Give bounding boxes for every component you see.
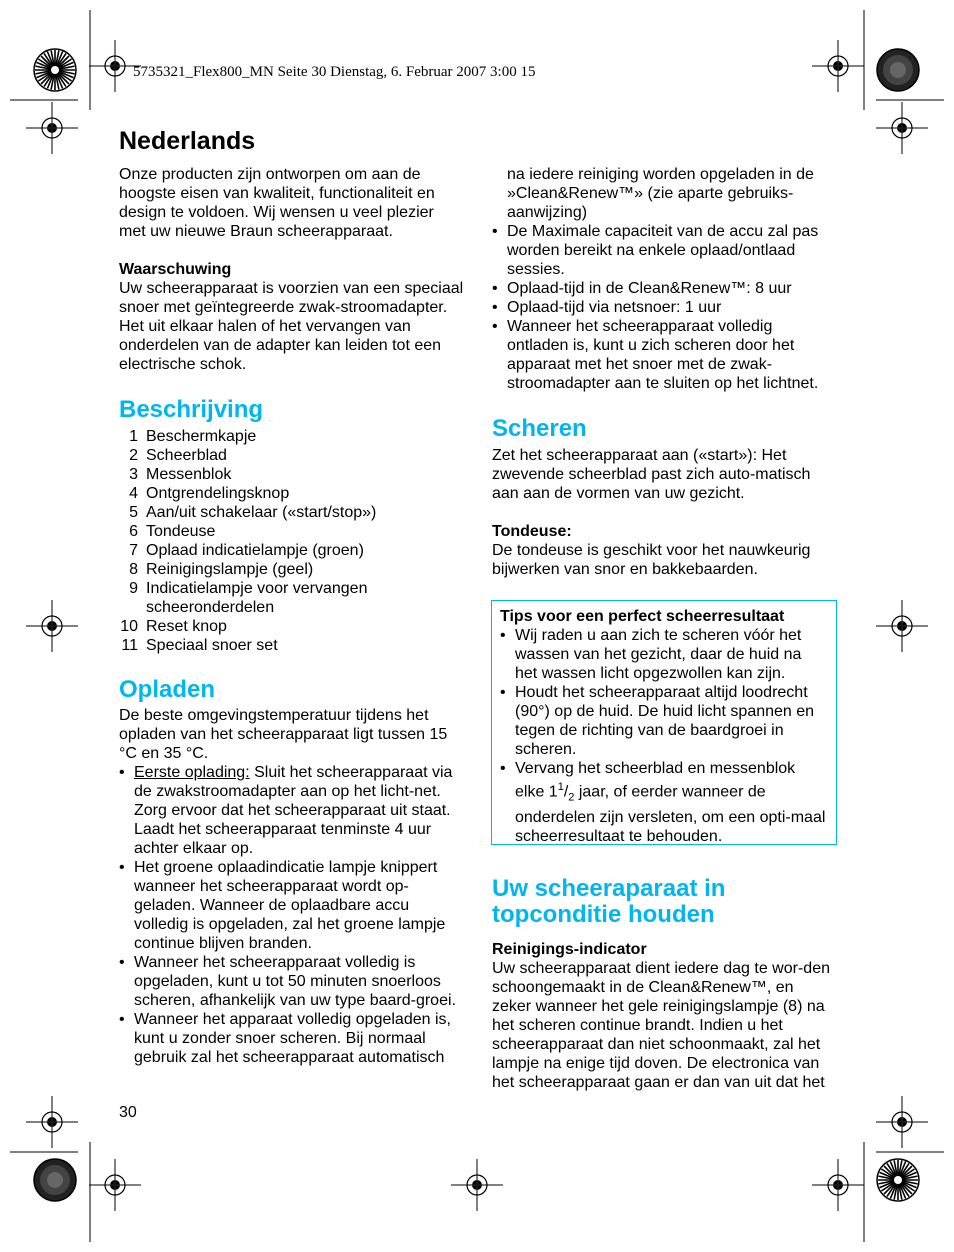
trimmer-title: Tondeuse: bbox=[492, 523, 572, 540]
list-item: • Oplaad-tijd via netsnoer: 1 uur bbox=[492, 299, 722, 316]
list-item: • De Maximale capaciteit van de accu zal pas worden bereikt na enkele oplaad/ontlaad sessies. bbox=[492, 223, 819, 278]
trimmer-text: De tondeuse is geschikt voor het nauwkeurig bijwerken van snor en bakkebaarden. bbox=[492, 542, 811, 578]
shaving-text: Zet het scheerapparaat aan («start»): Het zwevende scheerblad past zich auto-matisch aan aan de vormen van uw gezicht. bbox=[492, 447, 811, 502]
tips-box bbox=[491, 600, 837, 845]
tips-list bbox=[500, 626, 828, 846]
list-item: 6 Tondeuse bbox=[129, 523, 216, 540]
tips-title: Tips voor een perfect scheerresultaat bbox=[500, 608, 785, 625]
print-slug: 5735321_Flex800_MN Seite 30 Dienstag, 6. Februar 2007 3:00 15 bbox=[133, 64, 536, 80]
list-item: 11 Speciaal snoer set bbox=[121, 637, 278, 654]
warning-text: Uw scheerapparaat is voorzien van een speciaal snoer met geïntegreerde zwak-stroomadapter. Het uit elkaar halen of het vervangen van onderdelen van de adapter kan leiden tot een electrische schok. bbox=[119, 280, 464, 373]
shaving-heading: Scheren bbox=[492, 415, 587, 442]
list-item: • Het groene oplaadindicatie lampje knippert wanneer het scheerapparaat wordt op-geladen. Wanneer de oplaadbare accu volledig is opgeladen, zal het groene lampje continue blijven branden. bbox=[119, 859, 446, 952]
list-item: 1 Beschermkapje bbox=[129, 428, 257, 445]
list-item: • Wij raden u aan zich te scheren vóór het wassen van het gezicht, daar de huid na het wassen licht opgezwollen kan zijn. bbox=[500, 627, 802, 682]
list-item: 4 Ontgrendelingsknop bbox=[129, 485, 290, 502]
list-item: 5 Aan/uit schakelaar («start/stop») bbox=[129, 504, 377, 521]
charging-continuation: na iedere reiniging worden opgeladen in de »Clean&Renew™» (zie aparte gebruiks-aanwijzing) bbox=[507, 166, 814, 221]
warning-title: Waarschuwing bbox=[119, 261, 232, 278]
charging-intro: De beste omgevingstemperatuur tijdens het opladen van het scheerapparaat ligt tussen 15 °C en 35 °C. bbox=[119, 707, 448, 762]
list-item: 9 Indicatielampje voor vervangen scheeronderdelen bbox=[129, 580, 368, 616]
list-item: 2 Scheerblad bbox=[129, 447, 227, 464]
left-column bbox=[119, 165, 464, 1067]
list-item: • Houdt het scheerapparaat altijd loodrecht (90°) op de huid. De huid licht spannen en tegen de richting van de baardgroei in scheren. bbox=[500, 684, 815, 758]
page-number: 30 bbox=[119, 1104, 137, 1121]
parts-list bbox=[119, 427, 464, 655]
language-title: Nederlands bbox=[119, 127, 256, 155]
charging-list bbox=[119, 763, 464, 1067]
list-item: • Vervang het scheerblad en messenblok elke $1^1/_2$ jaar, of eerder wanneer de onderdelen zijn versleten, om een opti-maal scheerresultaat te behouden. bbox=[500, 760, 826, 845]
list-item: • Wanneer het scheerapparaat volledig ontladen is, kunt u zich scheren door het apparaat met het snoer met de zwak-stroomadapter aan te sluiten op het lichtnet. bbox=[492, 318, 819, 392]
list-item: 3 Messenblok bbox=[129, 466, 232, 483]
care-text: Uw scheerapparaat dient iedere dag te wor-den schoongemaakt in de Clean&Renew™, en zeker wanneer het gele reinigingslampje (8) na het scheren continue brandt. Indien u het scheerapparaat dan niet schoonmaakt, zal het lampje na enige tijd doven. De electronica van het scheerapparaat gaan er dan van uit dat het bbox=[492, 960, 830, 1091]
charging-list-continued bbox=[492, 222, 837, 393]
list-item: • Wanneer het apparaat volledig opgeladen is, kunt u zonder snoer scheren. Bij normaal gebruik zal het scheerapparaat automatisch bbox=[119, 1011, 451, 1066]
care-section bbox=[492, 876, 837, 1092]
list-item: 8 Reinigingslampje (geel) bbox=[129, 561, 314, 578]
charging-heading: Opladen bbox=[119, 676, 216, 703]
intro-text: Onze producten zijn ontworpen om aan de hoogste eisen van kwaliteit, functionaliteit en design te voldoen. Wij wensen u veel plezier met uw nieuwe Braun scheerapparaat. bbox=[119, 166, 435, 240]
right-column bbox=[492, 165, 837, 579]
list-item: • Eerste oplading: Sluit het scheerapparaat via de zwakstroomadapter aan op het licht-net. Zorg ervoor dat het scheerapparaat uit staat. Laadt het scheerapparaat tenminste 4 uur achter elkaar op. bbox=[119, 764, 453, 857]
list-item: 10 Reset knop bbox=[120, 618, 227, 635]
description-heading: Beschrijving bbox=[119, 396, 264, 423]
list-item: 7 Oplaad indicatielampje (groen) bbox=[129, 542, 364, 559]
indicator-title: Reinigings-indicator bbox=[492, 941, 647, 958]
list-item: • Wanneer het scheerapparaat volledig is opgeladen, kunt u tot 50 minuten snoerloos scheren, afhankelijk van uw type baard-groei. bbox=[119, 954, 456, 1009]
list-item: • Oplaad-tijd in de Clean&Renew™: 8 uur bbox=[492, 280, 792, 297]
care-heading: Uw scheeraparaat in topconditie houden bbox=[492, 875, 726, 928]
